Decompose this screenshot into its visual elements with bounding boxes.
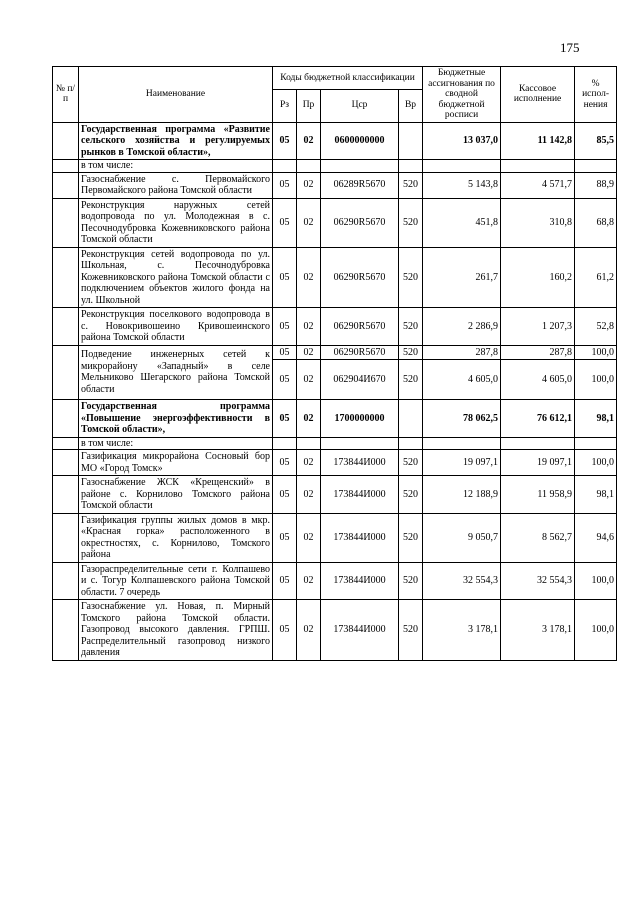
table-row bbox=[53, 600, 617, 661]
cell-cash: 4 605,0 bbox=[501, 360, 575, 400]
item-name: Газификация микрорайона Сосновый бор МО «Город Томск» bbox=[79, 450, 273, 476]
cell-vr bbox=[399, 400, 423, 438]
cell-pct: 88,9 bbox=[575, 172, 617, 198]
cell-assign: 451,8 bbox=[423, 198, 501, 247]
cell-pr: 02 bbox=[297, 172, 321, 198]
table-row bbox=[53, 513, 617, 562]
cell-pct: 100,0 bbox=[575, 345, 617, 360]
table-row bbox=[53, 562, 617, 600]
cell-pr: 02 bbox=[297, 513, 321, 562]
header-name: Наименование bbox=[79, 67, 273, 123]
cell-rz: 05 bbox=[273, 198, 297, 247]
cell-pr: 02 bbox=[297, 476, 321, 514]
including-label: в том числе: bbox=[79, 160, 273, 173]
item-name: Газораспределительные сети г. Колпашево и с. Тогур Колпашевского района Томской области. 7 очередь bbox=[79, 562, 273, 600]
item-name: Газоснабжение с. Первомайского Первомайского района Томской области bbox=[79, 172, 273, 198]
cell-pr: 02 bbox=[297, 360, 321, 400]
cell-cash: 11 142,8 bbox=[501, 122, 575, 160]
cell-pct: 61,2 bbox=[575, 247, 617, 308]
cell-pct: 100,0 bbox=[575, 600, 617, 661]
cell-csr: 173844И000 bbox=[321, 450, 399, 476]
cell-vr: 520 bbox=[399, 450, 423, 476]
cell-rz: 05 bbox=[273, 600, 297, 661]
cell-pr: 02 bbox=[297, 122, 321, 160]
cell-vr: 520 bbox=[399, 360, 423, 400]
header-vr: Вр bbox=[399, 89, 423, 122]
page-number: 175 bbox=[560, 40, 580, 55]
table-row bbox=[53, 308, 617, 346]
item-name: Газоснабжение ул. Новая, п. Мирный Томского района Томской области. Газопровод высокого давления. ГРПШ. Распределительный газопровод низкого давления bbox=[79, 600, 273, 661]
cell-assign: 9 050,7 bbox=[423, 513, 501, 562]
header-cash: Кассовое исполнение bbox=[501, 67, 575, 123]
item-name: Реконструкция поселкового водопровода в с. Новокривошеино Кривошеинского района Томской области bbox=[79, 308, 273, 346]
cell-csr: 0600000000 bbox=[321, 122, 399, 160]
cell-vr: 520 bbox=[399, 513, 423, 562]
item-name: Реконструкция сетей водопровода по ул. Школьная, с. Песочнодубровка Кожевниковского района Томской области с подключением объектов жилого фонда на ул. Школьной bbox=[79, 247, 273, 308]
cell-csr: 1700000000 bbox=[321, 400, 399, 438]
cell-assign: 261,7 bbox=[423, 247, 501, 308]
item-name: Реконструкция наружных сетей водопровода по ул. Молодежная в с. Песочнодубровка Кожевниковского района Томской области bbox=[79, 198, 273, 247]
cell-rz: 05 bbox=[273, 308, 297, 346]
including-row bbox=[53, 437, 617, 450]
cell-pct: 85,5 bbox=[575, 122, 617, 160]
cell-csr: 06289R5670 bbox=[321, 172, 399, 198]
cell-pct: 94,6 bbox=[575, 513, 617, 562]
cell-vr: 520 bbox=[399, 345, 423, 360]
cell-rz: 05 bbox=[273, 345, 297, 360]
cell-rz: 05 bbox=[273, 513, 297, 562]
cell-cash: 310,8 bbox=[501, 198, 575, 247]
cell-rz: 05 bbox=[273, 122, 297, 160]
cell-rz: 05 bbox=[273, 476, 297, 514]
cell-csr: 06290R5670 bbox=[321, 345, 399, 360]
cell-cash: 1 207,3 bbox=[501, 308, 575, 346]
cell-rz: 05 bbox=[273, 450, 297, 476]
cell-csr: 173844И000 bbox=[321, 476, 399, 514]
header-assign: Бюджетные ассигнования по сводной бюджетной росписи bbox=[423, 67, 501, 123]
cell-cash: 3 178,1 bbox=[501, 600, 575, 661]
cell-csr: 062904И670 bbox=[321, 360, 399, 400]
table-row bbox=[53, 450, 617, 476]
program-row bbox=[53, 122, 617, 160]
cell-vr: 520 bbox=[399, 247, 423, 308]
cell-rz: 05 bbox=[273, 172, 297, 198]
cell-csr: 06290R5670 bbox=[321, 247, 399, 308]
cell-csr: 173844И000 bbox=[321, 600, 399, 661]
cell-cash: 287,8 bbox=[501, 345, 575, 360]
cell-vr: 520 bbox=[399, 562, 423, 600]
cell-vr: 520 bbox=[399, 600, 423, 661]
cell-pct: 98,1 bbox=[575, 400, 617, 438]
budget-table bbox=[52, 66, 617, 661]
cell-assign: 19 097,1 bbox=[423, 450, 501, 476]
including-label: в том числе: bbox=[79, 437, 273, 450]
cell-pr: 02 bbox=[297, 247, 321, 308]
cell-pr: 02 bbox=[297, 308, 321, 346]
header-rz: Рз bbox=[273, 89, 297, 122]
cell-assign: 287,8 bbox=[423, 345, 501, 360]
cell-assign: 2 286,9 bbox=[423, 308, 501, 346]
cell-pr: 02 bbox=[297, 600, 321, 661]
cell-pct: 100,0 bbox=[575, 450, 617, 476]
item-name: Подведение инженерных сетей к микрорайону «Западный» в селе Мельниково Шегарского района Томской области bbox=[79, 345, 273, 400]
cell-csr: 173844И000 bbox=[321, 562, 399, 600]
table-row bbox=[53, 198, 617, 247]
cell-cash: 11 958,9 bbox=[501, 476, 575, 514]
cell-assign: 13 037,0 bbox=[423, 122, 501, 160]
program-name: Государственная программа «Повышение энергоэффективности в Томской области», bbox=[79, 400, 273, 438]
table-row bbox=[53, 345, 617, 360]
cell-pr: 02 bbox=[297, 400, 321, 438]
cell-vr: 520 bbox=[399, 476, 423, 514]
program-row bbox=[53, 400, 617, 438]
table-row bbox=[53, 476, 617, 514]
cell-cash: 160,2 bbox=[501, 247, 575, 308]
cell-rz: 05 bbox=[273, 360, 297, 400]
cell-assign: 78 062,5 bbox=[423, 400, 501, 438]
table-row bbox=[53, 172, 617, 198]
cell-pct: 100,0 bbox=[575, 360, 617, 400]
cell-pr: 02 bbox=[297, 450, 321, 476]
cell-rz: 05 bbox=[273, 247, 297, 308]
cell-assign: 12 188,9 bbox=[423, 476, 501, 514]
cell-vr: 520 bbox=[399, 198, 423, 247]
item-name: Газификация группы жилых домов в мкр. «Красная горка» расположенного в окрестностях, с. Корнилово, Томского района bbox=[79, 513, 273, 562]
header-csr: Цср bbox=[321, 89, 399, 122]
cell-assign: 3 178,1 bbox=[423, 600, 501, 661]
cell-cash: 4 571,7 bbox=[501, 172, 575, 198]
cell-cash: 19 097,1 bbox=[501, 450, 575, 476]
cell-rz: 05 bbox=[273, 400, 297, 438]
cell-csr: 173844И000 bbox=[321, 513, 399, 562]
item-name: Газоснабжение ЖСК «Крещенский» в районе с. Корнилово Томского района Томской области bbox=[79, 476, 273, 514]
cell-cash: 8 562,7 bbox=[501, 513, 575, 562]
cell-vr: 520 bbox=[399, 308, 423, 346]
cell-vr bbox=[399, 122, 423, 160]
header-pr: Пр bbox=[297, 89, 321, 122]
cell-csr: 06290R5670 bbox=[321, 308, 399, 346]
cell-assign: 4 605,0 bbox=[423, 360, 501, 400]
header-codes: Коды бюджетной классификации bbox=[273, 67, 423, 90]
cell-pr: 02 bbox=[297, 562, 321, 600]
header-num: № п/п bbox=[53, 67, 79, 123]
header-pct: % испол-нения bbox=[575, 67, 617, 123]
table-row bbox=[53, 247, 617, 308]
cell-cash: 76 612,1 bbox=[501, 400, 575, 438]
cell-csr: 06290R5670 bbox=[321, 198, 399, 247]
cell-vr: 520 bbox=[399, 172, 423, 198]
cell-pct: 68,8 bbox=[575, 198, 617, 247]
cell-pr: 02 bbox=[297, 198, 321, 247]
cell-pct: 98,1 bbox=[575, 476, 617, 514]
cell-pct: 52,8 bbox=[575, 308, 617, 346]
cell-pct: 100,0 bbox=[575, 562, 617, 600]
cell-pr: 02 bbox=[297, 345, 321, 360]
including-row bbox=[53, 160, 617, 173]
cell-cash: 32 554,3 bbox=[501, 562, 575, 600]
cell-assign: 32 554,3 bbox=[423, 562, 501, 600]
cell-rz: 05 bbox=[273, 562, 297, 600]
program-name: Государственная программа «Развитие сельского хозяйства и регулируемых рынков в Томской области», bbox=[79, 122, 273, 160]
cell-assign: 5 143,8 bbox=[423, 172, 501, 198]
